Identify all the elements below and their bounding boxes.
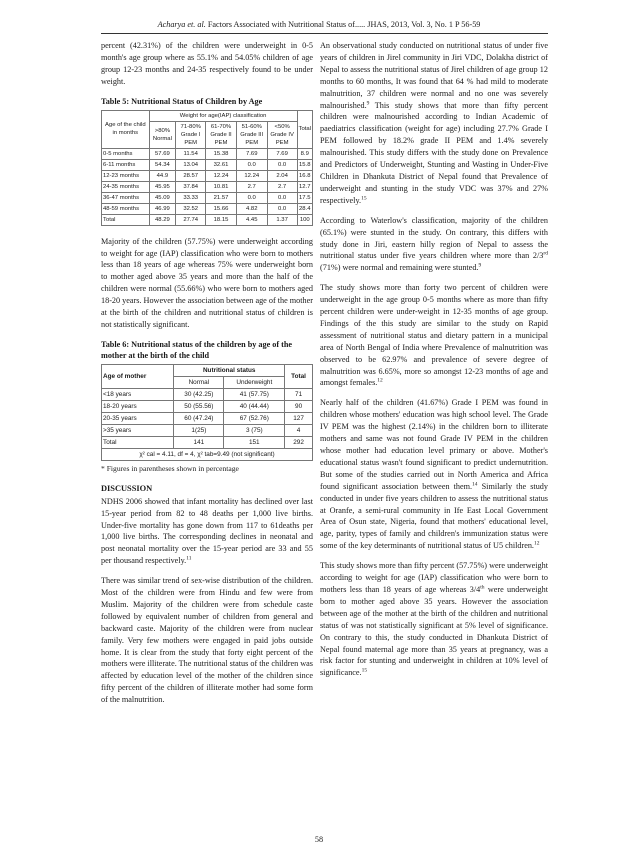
table-row (102, 192, 313, 203)
table5-cell: 28.4 (297, 203, 312, 214)
table5-col-header: 51-60% Grade III PEM (236, 121, 267, 148)
table-row (102, 203, 313, 214)
table5-row-label: Total (102, 214, 150, 225)
table5-cell: 15.66 (206, 203, 237, 214)
header-authors: Acharya et. al. (157, 20, 206, 29)
table5-row-label: 6-11 months (102, 159, 150, 170)
table6-cell-label: >35 years (102, 424, 174, 436)
table5-body (102, 148, 313, 225)
paragraph-text: Similarly the study conducted in under five years children to assess the nutritional status at Oranfe, a semi-rural community in Ife East Local Government Area of Osun state, Nigeria, found that mothers' educational level, age, parity, types of family and children's immunization status were some of the key determinants of nutritional status of U5 children. (320, 481, 548, 551)
table-row (102, 159, 313, 170)
table5-cell: 0.0 (267, 159, 297, 170)
table5-cell: 18.15 (206, 214, 237, 225)
table5-cell: 12.7 (297, 181, 312, 192)
table6-header-age: Age of mother (102, 364, 174, 388)
superscript: th (480, 584, 485, 591)
table6-header-total: Total (285, 364, 313, 388)
table5-col-header: 61-70% Grade II PEM (206, 121, 237, 148)
table-row (102, 388, 313, 400)
superscript: rd (543, 250, 548, 257)
table5-cell: 45.95 (149, 181, 176, 192)
table6-body (102, 388, 313, 448)
table6-header-normal: Normal (174, 376, 224, 388)
table5-cell: 28.57 (176, 170, 206, 181)
table6-caption: Table 6: Nutritional status of the children by age of the mother at the birth of the child (101, 339, 293, 360)
table6 (101, 364, 313, 461)
table6-cell-under: 67 (52.76) (224, 412, 285, 424)
citation: 12 (533, 540, 540, 547)
citation: 15 (361, 667, 368, 674)
table5-cell: 12.24 (206, 170, 237, 181)
table5-cell: 1.37 (267, 214, 297, 225)
paragraph-text: According to Waterlow's classification, majority of the children (65.1%) were stunted in the study. On contrary, this differs with study done in Jiri, eastern hilly region of Nepal to assess the nutritional status under five years children where more than 2/3 (320, 215, 548, 261)
table6-cell-label: 20-35 years (102, 412, 174, 424)
table-row (102, 436, 313, 448)
table-row (102, 400, 313, 412)
table5-cell: 7.69 (267, 148, 297, 159)
running-header (0, 20, 638, 29)
table5-cell: 11.54 (176, 148, 206, 159)
paragraph: percent (42.31%) of the children were underweight in 0-5 month's age group where as 55.1% and 54.05% children of age group 12-23 months and 24-35 respectively found to be under weight. (101, 41, 313, 86)
table-row (102, 214, 313, 225)
table5-cell: 15.38 (206, 148, 237, 159)
table5-col-header: <50% Grade IV PEM (267, 121, 297, 148)
paragraph-text: This study shows that more than fifty percent children were malnourished according to Indian Academic of paediatrics classification (weight for age) including 27.7% Grade I PEM followed by 18.2% grade II PEM and 1.4% severely malnourished. This study differs with the study done on Prevalence and Predictors of Underweight, Stunting and Wasting in Under-Five Children in Dhankuta District of Nepal found that Prevalence of underweight and stunting in the study VDC was 37% and 27% respectively. (320, 100, 548, 205)
paragraph-text: An observational study conducted on nutritional status of under five years of children in Jirel community in Jiri VDC, Dolakha district of Nepal to assess the nutritional status of Jirel children of age group 12 months to 60 months, It was found that 64 % had mild to moderate malnutrition, 37 children were normal and no one was severely malnourished. (320, 41, 548, 110)
table-row (102, 170, 313, 181)
paragraph (320, 397, 548, 552)
table5-cell: 13.04 (176, 159, 206, 170)
table5-row-label: 24-35 months (102, 181, 150, 192)
paragraph (101, 496, 313, 567)
table-row (102, 181, 313, 192)
table6-cell-total: 4 (285, 424, 313, 436)
table5-col-header: Total (297, 110, 312, 148)
table6-cell-total: 292 (285, 436, 313, 448)
table5 (101, 110, 313, 226)
table5-cell: 8.9 (297, 148, 312, 159)
table5-col-header: 71-80% Grade I PEM (176, 121, 206, 148)
citation: 9 (478, 262, 482, 269)
table6-cell-total: 71 (285, 388, 313, 400)
table6-header-under: Underweight (224, 376, 285, 388)
table5-row-label: 36-47 months (102, 192, 150, 203)
right-column (320, 40, 548, 687)
paragraph-text: This study shows more than fifty percent (57.75%) were underweight according to weight for age (IAP) classification who were born to mothers less than 18 years of age whereas 3/4 (320, 561, 548, 594)
table5-col-header: >80% Normal (149, 121, 176, 148)
table6-stats: χ² cal = 4.11, df = 4, χ² tab=9.49 (not significant) (102, 448, 313, 460)
table6-cell-normal: 50 (55.56) (174, 400, 224, 412)
citation: 14 (472, 480, 478, 487)
table6-cell-total: 90 (285, 400, 313, 412)
table5-cell: 37.84 (176, 181, 206, 192)
table5-group-header: Weight for age(IAP) classification (149, 110, 297, 121)
table6-cell-normal: 60 (47.24) (174, 412, 224, 424)
left-column (101, 40, 313, 714)
table5-cell: 0.0 (267, 203, 297, 214)
paragraph (320, 215, 548, 275)
paragraph-text: Nearly half of the children (41.67%) Grade I PEM was found in children whose mothers' education was high school level. The Grade IV PEM was the highest (2.14%) in the children born to illiterate mothers and same was not found Grade IV PEM in the children whose mother had education level primary or above. Mother's educational status wasn't found significant to predict undernutrition. But some of the studies carried out in North America and Africa found significant association between them. (320, 398, 548, 491)
table6-cell-normal: 30 (42.25) (174, 388, 224, 400)
table-row (102, 148, 313, 159)
table5-row-header: Age of the child in months (102, 110, 150, 148)
paragraph-text: (71%) were normal and remaining were stunted. (320, 263, 479, 273)
table5-cell: 27.74 (176, 214, 206, 225)
table5-cell: 0.0 (267, 192, 297, 203)
table6-note: * Figures in parentheses shown in percentage (101, 463, 239, 473)
table5-cell: 7.69 (236, 148, 267, 159)
paragraph: Majority of the children (57.75%) were underweight according to weight for age (IAP) classification who were born to mothers less than 18 years of age whereas 75% were underweight born to mother aged above 35 years and more than the half of the children were normal (55.66%) who were born to mothers aged 18-20 years. However the association between age of the mother at the birth of the children and nutritional status of children is not statistically significant. (101, 236, 313, 329)
paragraph (320, 282, 548, 389)
table5-cell: 0.0 (236, 159, 267, 170)
paragraph (320, 560, 548, 679)
citation: 11 (186, 555, 192, 562)
table6-cell-under: 41 (57.75) (224, 388, 285, 400)
table6-cell-total: 127 (285, 412, 313, 424)
table5-cell: 16.8 (297, 170, 312, 181)
table5-cell: 33.33 (176, 192, 206, 203)
table5-row-label: 12-23 months (102, 170, 150, 181)
table5-row-label: 0-5 months (102, 148, 150, 159)
table5-cell: 45.09 (149, 192, 176, 203)
table6-cell-label: <18 years (102, 388, 174, 400)
table6-header-status: Nutritional status (174, 364, 285, 376)
table6-cell-label: Total (102, 436, 174, 448)
table5-cell: 32.61 (206, 159, 237, 170)
table5-cell: 21.57 (206, 192, 237, 203)
paragraph (320, 40, 548, 207)
paragraph-text: The study shows more than forty two percent of children were underweight in the age group 0-5 months where as more than fifty percent children were under-weight in 12-35 months of age group. Findings of the this study are similar to the study on Rapid assessment of nutritional status and dietary pattern in a municipal area of North Bengal of India where Prevalence of malnutrition was observed to be 62.97% and prevalence of severe degree of malnutrition was 6.65%, more so amongst 12-23 months of age and amongst females. (320, 283, 548, 388)
table5-cell: 4.82 (236, 203, 267, 214)
paragraph-text: were underweight born to mother aged above 35 years. However the association between age of the mother at the birth of the children and nutritional status of was not statistically significant at 5% level of significance. On contrary to this, the study conducted in Dhankuta District of Nepal found maternal age more than 35 years at pregnancy, was a risk factor for stunting and underweight in children at 10% level of significance. (320, 584, 548, 678)
discussion-heading: DISCUSSION (101, 483, 153, 493)
table5-cell: 54.34 (149, 159, 176, 170)
table5-cell: 46.99 (149, 203, 176, 214)
table5-cell: 2.7 (236, 181, 267, 192)
table-row (102, 424, 313, 436)
header-rule (101, 33, 548, 34)
table5-cell: 10.81 (206, 181, 237, 192)
page-number: 58 (314, 835, 324, 844)
table5-cell: 0.0 (236, 192, 267, 203)
table5-cell: 15.8 (297, 159, 312, 170)
table6-cell-under: 40 (44.44) (224, 400, 285, 412)
table6-cell-under: 151 (224, 436, 285, 448)
table6-cell-under: 3 (75) (224, 424, 285, 436)
citation: 12 (377, 377, 383, 384)
table-row (102, 412, 313, 424)
table5-cell: 2.04 (267, 170, 297, 181)
paragraph: There was similar trend of sex-wise distribution of the children. Most of the children were from Hindu and few were from Muslim. Majority of the children were from schedule caste followed by equivalent number of children from general and backward caste. Majority of the children were from nuclear family. Very few mothers were engaged in paid jobs outside home. It is clear from the study that forty eight percent of the mothers were illiterate. The nutritional status of the children was affected by education level of the mother of the children since fifty percent of the children of illiterate mother had some form of the malnutrition. (101, 576, 313, 705)
header-title: Factors Associated with Nutritional Status of..... JHAS, 2013, Vol. 3, No. 1 P 56-59 (207, 20, 481, 29)
table5-cell: 17.5 (297, 192, 312, 203)
table5-cell: 32.52 (176, 203, 206, 214)
citation: 15 (361, 195, 367, 202)
table5-cell: 44.9 (149, 170, 176, 181)
table5-cell: 12.24 (236, 170, 267, 181)
table6-cell-normal: 141 (174, 436, 224, 448)
table5-cell: 57.69 (149, 148, 176, 159)
table5-cell: 48.29 (149, 214, 176, 225)
table5-caption: Table 5: Nutritional Status of Children by Age (101, 96, 263, 106)
citation: 9 (366, 99, 370, 106)
table5-row-label: 48-59 months (102, 203, 150, 214)
table6-cell-label: 18-20 years (102, 400, 174, 412)
table5-cell: 2.7 (267, 181, 297, 192)
paragraph-text: NDHS 2006 showed that infant mortality has declined over last 15-year period from 82 to 48 deaths per 1,000 live births. Under-five mortality has gone down from 117 to 61deaths per 1,000 live births. The corresponding declines in neonatal and post neonatal mortality over the 15-year period are 33 and 55 per thousand respectively. (101, 496, 313, 566)
table6-cell-normal: 1(25) (174, 424, 224, 436)
table5-cell: 100 (297, 214, 312, 225)
table5-cell: 4.45 (236, 214, 267, 225)
